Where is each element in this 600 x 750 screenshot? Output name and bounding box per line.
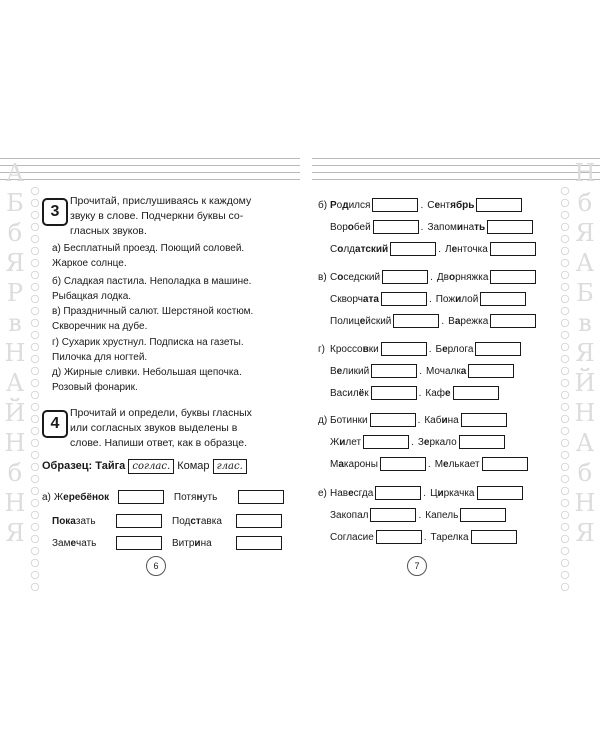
- task-row: Скворчата . Пожилой: [318, 292, 526, 308]
- word-segment: Мочалк: [425, 366, 461, 377]
- decor-letter: Я: [575, 219, 595, 247]
- word-segment: Каф: [425, 388, 445, 399]
- decor-letter: Я: [5, 249, 25, 277]
- task-3-item-e: д) Жирные сливки. Небольшая щепочка. Розовый фонарик.: [52, 367, 242, 393]
- task-row: Великий . Мочалка: [318, 364, 514, 380]
- decor-letter: Я: [575, 339, 595, 367]
- answer-box[interactable]: [236, 514, 282, 528]
- task-4-row: [42, 490, 284, 506]
- answer-box[interactable]: [380, 457, 426, 471]
- word-segment: ст: [190, 516, 201, 527]
- decor-letter: Н: [4, 339, 26, 367]
- task-4-instruction: Прочитай и определи, буквы гласных или согласных звуков выделены в слове. Напиши ответ, как в образце.: [70, 407, 252, 449]
- alphabet-decoration-left: [0, 158, 30, 598]
- word-segment: кароны: [343, 459, 378, 470]
- task-3-item-a: а) Бесплатный проезд. Поющий соловей. Жаркое солнце.: [52, 243, 245, 269]
- word-segment: и: [441, 415, 448, 426]
- word-segment: Ц: [430, 488, 438, 499]
- word-segment: о: [337, 272, 344, 283]
- task-3-number: 3: [42, 198, 68, 226]
- word-segment: лой: [461, 294, 479, 305]
- answer-box[interactable]: [490, 314, 536, 328]
- word: [330, 316, 391, 327]
- row-letter: а): [42, 492, 51, 503]
- decor-letter: в: [578, 309, 592, 337]
- word: [330, 532, 374, 543]
- word-segment: Ж: [53, 492, 64, 503]
- answer-box[interactable]: [461, 413, 507, 427]
- answer-box[interactable]: [381, 292, 427, 306]
- word-segment: Дв: [436, 272, 449, 283]
- word-segment: о: [448, 272, 456, 283]
- word-segment: Кроссо: [330, 344, 363, 355]
- word-segment: Л: [445, 244, 452, 255]
- word: [436, 294, 479, 305]
- word-segment: лд: [343, 244, 356, 255]
- decor-letter: б: [7, 459, 23, 487]
- word-segment: Каб: [424, 415, 442, 426]
- word-segment: о: [337, 244, 344, 255]
- decor-letter: б: [577, 189, 593, 217]
- word: [330, 344, 379, 355]
- word: [330, 388, 369, 399]
- word-segment: е: [443, 459, 449, 470]
- word-segment: и: [339, 437, 346, 448]
- decor-letter: в: [8, 309, 22, 337]
- task-row: Воробей . Запоминать: [318, 220, 533, 236]
- decor-letter: А: [575, 249, 595, 277]
- answer-box[interactable]: [480, 292, 526, 306]
- word-segment: Полиц: [330, 316, 360, 327]
- word-segment: Витр: [172, 538, 195, 549]
- decor-letter: б: [577, 459, 593, 487]
- answer-box[interactable]: [371, 386, 417, 400]
- group-letter: е): [318, 488, 327, 499]
- word-segment: Вор: [330, 222, 348, 233]
- word: [54, 490, 116, 506]
- word-segment: Потя: [173, 492, 197, 503]
- decor-letter: А: [5, 369, 25, 397]
- answer-box[interactable]: [453, 386, 499, 400]
- answer-box[interactable]: [370, 508, 416, 522]
- task-row: Макароны . Мелькает: [318, 457, 528, 473]
- task-3-instruction: Прочитай, прислушиваясь к каждому звуку в слове. Подчеркни буквы со- гласных звуков.: [70, 195, 252, 237]
- answer-box[interactable]: [381, 342, 427, 356]
- decor-letter: А: [575, 429, 595, 457]
- scalloped-border-right: [560, 185, 570, 595]
- word-segment: д: [342, 200, 349, 211]
- word-segment: ликий: [342, 366, 370, 377]
- word-segment: о: [336, 200, 343, 211]
- answer-box[interactable]: [372, 198, 418, 212]
- task-row: в) Соседский . Дворняжка: [318, 270, 536, 286]
- word-segment: а: [460, 366, 467, 377]
- word: [418, 437, 457, 448]
- word-segment: Закопал: [330, 510, 369, 521]
- word-segment: Скворч: [330, 294, 363, 305]
- word-segment: в: [362, 344, 369, 355]
- answer-box[interactable]: [238, 490, 284, 504]
- word-segment: С: [330, 272, 338, 283]
- word-segment: Пока: [52, 516, 76, 527]
- word-segment: лет: [345, 437, 362, 448]
- answer-box[interactable]: [477, 486, 523, 500]
- word-segment: ё: [358, 388, 365, 399]
- decor-letter: А: [5, 159, 25, 187]
- word: [330, 366, 369, 377]
- word-segment: е: [445, 388, 451, 399]
- word: [330, 437, 361, 448]
- word-segment: е: [442, 344, 448, 355]
- word: [330, 222, 371, 233]
- word-segment: ркало: [429, 437, 457, 448]
- task-row: е) Навесгда . Циркачка: [318, 486, 523, 502]
- word-segment: Запом: [427, 222, 457, 233]
- word-segment: нт: [440, 200, 451, 211]
- word-segment: ть: [474, 222, 486, 233]
- word-segment: рняжка: [455, 272, 489, 283]
- word-segment: бей: [353, 222, 371, 233]
- decor-letter: Б: [576, 279, 594, 307]
- word: [436, 344, 474, 355]
- word-segment: на: [447, 415, 459, 426]
- task-row: Полицейский . Варежка: [318, 314, 536, 330]
- word-segment: Б: [435, 344, 443, 355]
- word: [427, 200, 474, 211]
- word-segment: Васил: [330, 388, 359, 399]
- word: [430, 488, 474, 499]
- group-letter: б): [318, 200, 328, 211]
- word-segment: Капель: [425, 510, 459, 521]
- decor-letter: Й: [574, 369, 596, 397]
- decor-letter: Н: [4, 489, 26, 517]
- word-segment: а: [338, 459, 344, 470]
- word: [437, 272, 489, 283]
- word: [426, 366, 466, 377]
- word-segment: Пож: [435, 294, 456, 305]
- answer-box[interactable]: [460, 508, 506, 522]
- group-letter: г): [318, 344, 325, 355]
- word-segment: чать: [76, 538, 97, 549]
- word: [52, 536, 114, 552]
- task-4-number: 4: [42, 410, 68, 438]
- answer-box[interactable]: [371, 364, 417, 378]
- decor-letter: Б: [6, 189, 24, 217]
- answer-box[interactable]: [459, 435, 505, 449]
- scalloped-border-left: [30, 185, 40, 595]
- task-row: г) Кроссовки . Берлога: [318, 342, 521, 358]
- task-row: Согласие . Тарелка: [318, 530, 517, 546]
- decor-letter: Я: [5, 519, 25, 547]
- decor-letter: Й: [4, 399, 26, 427]
- task-4-row: [42, 536, 282, 552]
- answer-box[interactable]: [490, 270, 536, 284]
- word-segment: рлога: [447, 344, 474, 355]
- word-segment: Зам: [52, 538, 71, 549]
- word-segment: сгда: [353, 488, 374, 499]
- word-segment: С: [330, 244, 338, 255]
- word-segment: Тарелка: [430, 532, 469, 543]
- answer-box[interactable]: [476, 198, 522, 212]
- alphabet-decoration-right: [570, 158, 600, 598]
- answer-box[interactable]: [236, 536, 282, 550]
- word: [330, 488, 373, 499]
- decor-letter: Н: [574, 489, 596, 517]
- word: [431, 532, 469, 543]
- word-segment: е: [359, 316, 366, 327]
- answer-box[interactable]: [482, 457, 528, 471]
- word-segment: ркачка: [443, 488, 475, 499]
- sample-answer-2: глас.: [213, 459, 247, 474]
- word: [330, 272, 380, 283]
- sample-answer-1: соглас.: [128, 459, 174, 474]
- word-segment: уть: [202, 492, 218, 503]
- word-segment: М: [330, 459, 339, 470]
- word: [330, 415, 368, 426]
- task-row: Закопал . Капель: [318, 508, 506, 524]
- word-segment: режка: [460, 316, 489, 327]
- decor-letter: Р: [6, 279, 24, 307]
- word: [52, 514, 114, 530]
- word-segment: о: [347, 222, 354, 233]
- decor-letter: Я: [575, 519, 595, 547]
- word: [330, 459, 378, 470]
- word: [330, 510, 368, 521]
- word: [330, 294, 379, 305]
- answer-box[interactable]: [487, 220, 533, 234]
- word: [427, 222, 485, 233]
- page-number-left: 6: [146, 556, 166, 576]
- word-segment: Согласие: [330, 532, 374, 543]
- word: [424, 415, 458, 426]
- word-segment: е: [70, 538, 77, 549]
- answer-box[interactable]: [370, 413, 416, 427]
- word-segment: нточка: [457, 244, 488, 255]
- word-segment: Ботинки: [330, 415, 368, 426]
- task-3-item-c: в) Праздничный салют. Шерстяной костюм. Скворечник на дубе.: [52, 306, 254, 332]
- word-segment: В: [448, 316, 455, 327]
- word-segment: к: [364, 388, 369, 399]
- answer-box[interactable]: [116, 536, 162, 550]
- answer-box[interactable]: [363, 435, 409, 449]
- word-segment: е: [336, 366, 343, 377]
- task-row: Солдатский . Ленточка: [318, 242, 536, 258]
- page-number-right: 7: [407, 556, 427, 576]
- decor-letter: б: [7, 219, 23, 247]
- answer-box[interactable]: [475, 342, 521, 356]
- task-row: б) Родился . Сентябрь: [318, 198, 522, 214]
- word-segment: а: [454, 316, 461, 327]
- word: [448, 316, 488, 327]
- word-segment: йский: [365, 316, 392, 327]
- word-segment: Нав: [330, 488, 349, 499]
- answer-box[interactable]: [376, 530, 422, 544]
- word-segment: ата: [362, 294, 379, 305]
- answer-box[interactable]: [118, 490, 164, 504]
- word-segment: Ж: [330, 437, 340, 448]
- word-segment: е: [434, 200, 441, 211]
- word-segment: С: [427, 200, 435, 211]
- word: [425, 388, 450, 399]
- decor-letter: Н: [574, 399, 596, 427]
- group-letter: д): [318, 415, 328, 426]
- word-segment: Р: [330, 200, 337, 211]
- word: [330, 200, 370, 211]
- task-row: д) Ботинки . Кабина: [318, 413, 507, 429]
- right-page: [300, 0, 600, 750]
- sample-line: Образец: Тайга соглас. Комар глас.: [42, 458, 247, 474]
- word-segment: еребёнок: [63, 492, 110, 503]
- word-segment: зать: [75, 516, 96, 527]
- word-segment: е: [451, 244, 458, 255]
- word-segment: и: [456, 222, 464, 233]
- word-segment: и: [455, 294, 462, 305]
- answer-box[interactable]: [393, 314, 439, 328]
- word-segment: З: [417, 437, 424, 448]
- decor-letter: Н: [4, 429, 26, 457]
- task-3-item-d: г) Сухарик хрустнул. Подписка на газеты. Пилочка для ногтей.: [52, 337, 244, 363]
- word-segment: М: [434, 459, 444, 470]
- word-segment: атский: [355, 244, 389, 255]
- answer-box[interactable]: [382, 270, 428, 284]
- word-segment: е: [423, 437, 430, 448]
- word-segment: и: [437, 488, 444, 499]
- word: [172, 536, 234, 552]
- word-segment: авка: [200, 516, 222, 527]
- word-segment: седский: [343, 272, 381, 283]
- answer-box[interactable]: [390, 242, 436, 256]
- answer-box[interactable]: [490, 242, 536, 256]
- task-row: Василёк . Кафе: [318, 386, 499, 402]
- group-letter: в): [318, 272, 327, 283]
- word-segment: е: [348, 488, 354, 499]
- word: [330, 244, 388, 255]
- word-segment: на: [463, 222, 475, 233]
- word-segment: на: [200, 538, 212, 549]
- answer-box[interactable]: [373, 220, 419, 234]
- answer-box[interactable]: [471, 530, 517, 544]
- task-3-item-b: б) Сладкая пастила. Неполадка в машине. Рыбацкая лодка.: [52, 276, 252, 302]
- decor-letter: Н: [574, 159, 596, 187]
- word-segment: Под: [172, 516, 191, 527]
- word: [435, 459, 480, 470]
- answer-box[interactable]: [116, 514, 162, 528]
- word-segment: и: [194, 538, 201, 549]
- word-segment: ки: [368, 344, 379, 355]
- word-segment: н: [196, 492, 203, 503]
- word-segment: ябрь: [450, 200, 475, 211]
- answer-box[interactable]: [468, 364, 514, 378]
- word-segment: ился: [348, 200, 371, 211]
- answer-box[interactable]: [375, 486, 421, 500]
- word-segment: лькает: [448, 459, 480, 470]
- task-row: Жилет . Зеркало: [318, 435, 505, 451]
- word: [174, 490, 236, 506]
- word: [425, 510, 458, 521]
- ruled-lines: [312, 158, 600, 188]
- task-4-row: [42, 514, 282, 530]
- ruled-lines: [0, 158, 300, 188]
- word: [445, 244, 488, 255]
- word: [172, 514, 234, 530]
- word-segment: В: [330, 366, 337, 377]
